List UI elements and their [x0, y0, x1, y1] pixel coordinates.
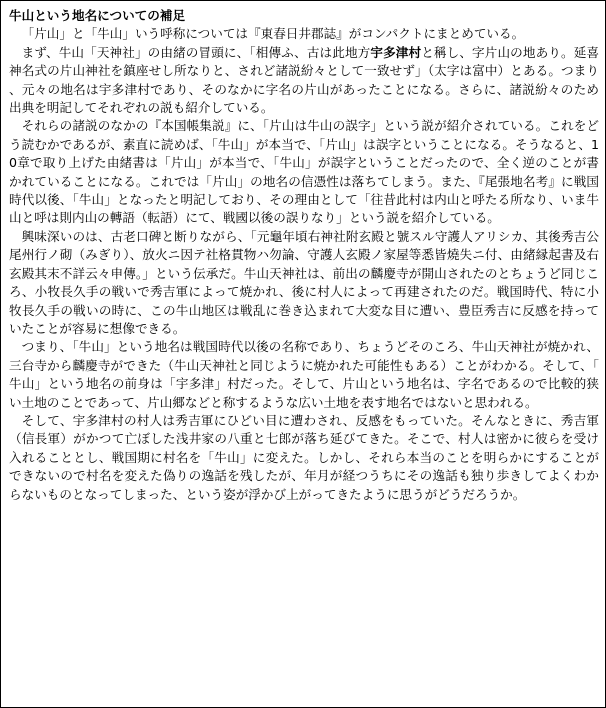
- paragraph-4: [9, 228, 599, 338]
- paragraph-1: [9, 25, 599, 43]
- paragraph-5: [9, 338, 599, 412]
- paragraph-2-text-b: と稱し、字片山の地あり。延喜神名式の片山神社を鎮座せし所なりと、されど諸説紛々として一致せず」（太字は富中）とある。つまり、元々の地名は宇多津村であり、そのなかに字名の片山があったことになる。さらに、諸説紛々のため出典を明記してそれぞれの説も紹介している。: [9, 44, 600, 116]
- paragraph-6-text: そして、宇多津村の村人は秀吉軍にひどい目に遭わされ、反感をもっていた。そんなときに、秀吉軍（信長軍）がかつて亡ぼした浅井家の八重と七郎が落ち延びてきた。そこで、村人は密かに彼らを受け入れることとし、戦国期に村名を「牛山」に変えた。しかし、それら本当のことを明らかにすることができないので村名を変えた偽りの逸話を残したが、年月が経つうちにその逸話も独り歩きしてよくわからないものとなってしまった、という姿が浮かび上がってきたように思うがどうだろうか。: [9, 412, 599, 502]
- paragraph-4-text: 興味深いのは、古老口碑と断りながら、「元龜年頃右神社附玄殿と號スル守護人アリシカ、其後秀吉公尾州行ノ砌（みぎり）、放火ニ因テ社格貫物ハ勿論、守護人玄殿ノ家屋等悉皆燒失ニ付、由緒縁起書及右玄殿其末不詳云々申傳。」という伝承だ。牛山天神社は、前出の麟慶寺が開山されたのとちょうど同じころ、小牧長久手の戦いで秀吉軍によって焼かれ、後に村人によって再建されたのだ。戦国時代、特に小牧長久手の戦いの時に、この牛山地区は戦乱に巻き込まれて大変な目に遭い、豊臣秀吉に反感を持っていたことが容易に想像できる。: [9, 228, 599, 336]
- paragraph-1-text: 「片山」と「牛山」いう呼称については『東春日井郡誌』がコンパクトにまとめている。: [21, 26, 525, 42]
- paragraph-3-text: それらの諸説のなかの『本国帳集説』に、「片山は牛山の誤字」という説が紹介されている。これをどう読むかであるが、素直に読めば、「牛山」が本当で、「片山」は誤字ということになる。そうなると、10章で取り上げた由緒書は「片山」が本当で、「牛山」が誤字ということだったので、全く逆のことが書かれていることになる。これでは「片山」の地名の信憑性は落ちてしまう。また、『尾張地名考』に戦国時代以後、「牛山」となったと明記しており、その理由として「往昔此村は内山と呼たる所なり、いま牛山と呼は則内山の轉語（転語）にて、戦國以後の誤りなり」という説を紹介している。: [9, 118, 599, 226]
- paragraph-3: [9, 117, 599, 227]
- bold-village-name: 宇多津村: [370, 44, 422, 60]
- paragraph-2-text-a: まず、牛山「天神社」の由緒の冒頭に、「相傳ふ、古は此地方: [21, 44, 371, 60]
- document-body: [9, 7, 599, 504]
- document-title: 牛山という地名についての補足: [9, 8, 186, 23]
- paragraph-2: [9, 44, 599, 118]
- paragraph-6: [9, 412, 599, 504]
- paragraph-5-text: つまり、「牛山」という地名は戦国時代以後の名称であり、ちょうどそのころ、牛山天神社が焼かれ、三台寺から麟慶寺ができた（牛山天神社と同じように焼かれた可能性もある）ことがわかる。そして、「牛山」という地名の前身は「宇多津」村だった。そして、片山という地名は、字名であるので比較的狭い土地のことであって、片山郷などと称するような広い土地を表す地名ではないと思われる。: [9, 339, 599, 410]
